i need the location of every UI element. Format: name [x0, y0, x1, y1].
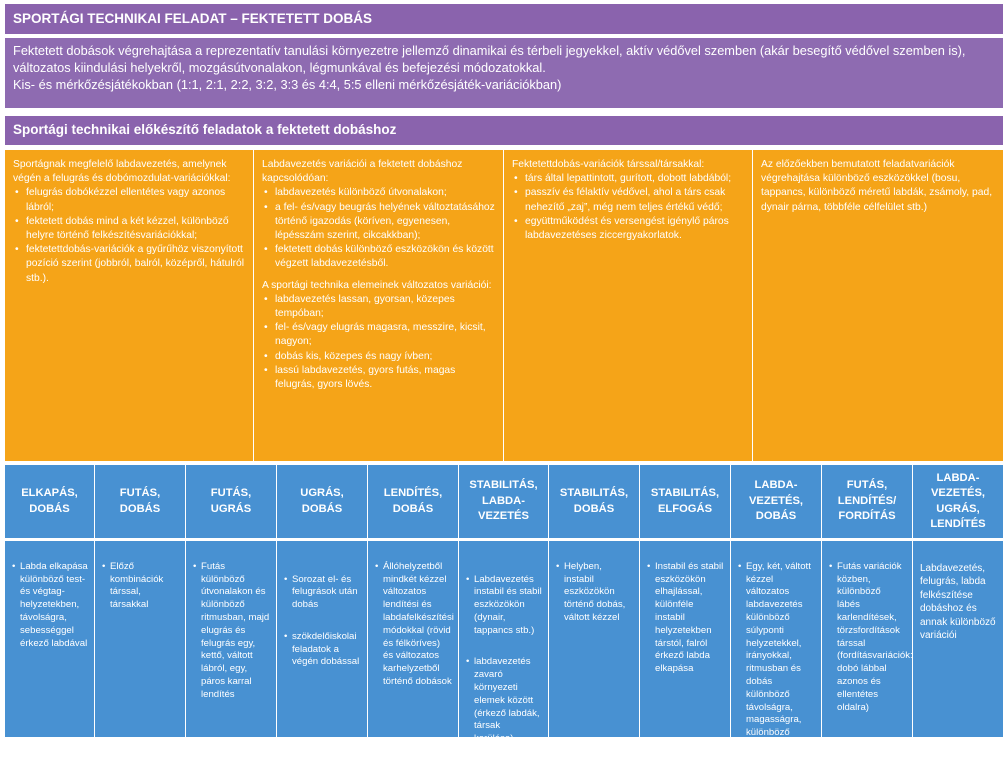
category-header-labdavezetes-ugras-lendites: LABDA- VEZETÉS, UGRÁS, LENDÍTÉS	[913, 465, 1003, 538]
detail-item: • Labdavezetés instabil és stabil eszközökön (dynair, tappancs stb.)	[466, 574, 542, 638]
category-header-ugras-dobas: UGRÁS, DOBÁS	[277, 465, 367, 538]
prep-column-2	[254, 150, 503, 461]
detail-item: • Futás variációk közben, különböző lábés karlendítések, törzsfordítások társsal (fordításvariációk: dobó lábbal azonos és ellentétes oldalra)	[829, 561, 906, 715]
prep-item: • labdavezetés különböző útvonalakon;	[262, 186, 495, 200]
category-detail	[459, 541, 548, 745]
prep-column-intro: Fektetettdobás-variációk társsal/társakkal:	[512, 159, 705, 170]
detail-item: • Egy, két, váltott kézzel változatos labdavezetés különböző súlyponti helyzetekkel, irányokkal, ritmusban és dobás különböző távolságra, magasságra, különböző célfelületekre	[738, 561, 815, 753]
prep-item: • fel- és/vagy elugrás magasra, messzire, kicsit, nagyon;	[262, 321, 495, 349]
prep-column-4	[753, 150, 1003, 461]
prep-column-3	[504, 150, 752, 461]
category-header-elkapas-dobas: ELKAPÁS, DOBÁS	[5, 465, 94, 538]
category-header-futas-lendites-forditas: FUTÁS, LENDÍTÉS/ FORDÍTÁS	[822, 465, 912, 538]
prep-column-1	[5, 150, 253, 461]
category-header-labdavezetes-dobas: LABDA- VEZETÉS, DOBÁS	[731, 465, 821, 538]
category-detail	[368, 541, 458, 737]
prep-item: • fektetett dobás különböző eszközökön és között végzett labdavezetésből.	[262, 243, 495, 271]
prep-item: • társ által lepattintott, gurított, dobott labdából;	[512, 172, 744, 186]
prep-column-intro: Sportágnak megfelelő labdavezetés, amelynek végén a felugrás és dobómozdulat-variációkkal:	[13, 159, 231, 185]
intro-line-2: Kis- és mérkőzésjátékokban (1:1, 2:1, 2:2, 3:2, 3:3 és 4:4, 5:5 elleni mérkőzésjáték-variációkban)	[13, 77, 562, 92]
detail-item: • Instabil és stabil eszközökön elhajlással, különféle instabil helyzetekben társtól, falról érkező labda elkapása	[647, 561, 724, 676]
prep-item: • felugrás dobókézzel ellentétes vagy azonos lábról;	[13, 186, 245, 214]
prep-item: • passzív és félaktív védővel, ahol a társ csak nehezítő „zaj”, még nem teljes értékű védő;	[512, 186, 744, 214]
prep-item: • fektetett dobás mind a két kézzel, különböző helyre történő felkészítésvariációkkal;	[13, 215, 245, 243]
detail-item: • labdavezetés zavaró környezeti elemek között (érkező labdák, társak kerülése)	[466, 656, 542, 746]
detail-item: • szökdelőiskolai feladatok a végén dobással	[284, 631, 361, 669]
prep-column-intro-2: A sportági technika elemeinek változatos variációi:	[262, 279, 492, 291]
category-header-futas-ugras: FUTÁS, UGRÁS	[186, 465, 276, 538]
category-detail	[186, 541, 276, 737]
category-detail	[731, 541, 821, 751]
category-header-futas-dobas: FUTÁS, DOBÁS	[95, 465, 185, 538]
detail-item: • Labda elkapása különböző test- és végtag-helyzetekben, távolságra, sebességgel érkező labdával	[12, 561, 88, 651]
category-detail	[277, 541, 367, 737]
detail-item: • Sorozat el- és felugrások után dobás	[284, 574, 361, 612]
prep-item: • a fel- és/vagy beugrás helyének változtatásához történő igazodás (köríven, egyenesen, lépésszám szerint, cikcakkban);	[262, 201, 495, 244]
category-header-stabilitas-labdavezetes: STABILITÁS, LABDA- VEZETÉS	[459, 465, 548, 538]
category-detail	[913, 541, 1003, 737]
category-detail	[5, 541, 94, 737]
prep-column-intro: Labdavezetés variációi a fektetett dobáshoz kapcsolódóan:	[262, 159, 463, 185]
prep-item: • labdavezetés lassan, gyorsan, közepes tempóban;	[262, 293, 495, 321]
category-header-stabilitas-dobas: STABILITÁS, DOBÁS	[549, 465, 639, 538]
category-detail	[549, 541, 639, 737]
category-detail	[822, 541, 912, 737]
intro-line-1: Fektetett dobások végrehajtása a reprezentatív tanulási környezetre jellemző dinamikai és térbeli jegyekkel, aktív védővel szemben (akár besegítő védővel szemben is), változatos kiindulási helyekről, mozgásútvonalakon, légmunkával és befejezési módozatokkal.	[13, 43, 966, 75]
category-header-stabilitas-elfogas: STABILITÁS, ELFOGÁS	[640, 465, 730, 538]
prep-item: • lassú labdavezetés, gyors futás, magas felugrás, gyors lövés.	[262, 364, 495, 392]
category-header-lendites-dobas: LENDÍTÉS, DOBÁS	[368, 465, 458, 538]
detail-item: Labdavezetés, felugrás, labda felkészítése dobáshoz és annak különböző variációi	[920, 562, 996, 641]
intro-text	[5, 38, 1003, 108]
category-detail	[640, 541, 730, 737]
category-detail	[95, 541, 185, 737]
prep-item: • fektetettdobás-variációk a gyűrűhöz viszonyított pozíció szerint (jobbról, balról, középről, hátulról stb.).	[13, 243, 245, 286]
prep-item: • együttműködést és versengést igénylő páros labdavezetéses ziccergyakorlatok.	[512, 215, 744, 243]
prep-item: • dobás kis, közepes és nagy ívben;	[262, 350, 495, 364]
detail-item: • Állóhelyzetből mindkét kézzel változatos lendítési és labdafelkészítési módokkal (rövid és félköríves) és változatos karhelyzetből történő dobások	[375, 561, 452, 689]
detail-item: • Futás különböző útvonalakon és különböző ritmusban, majd elugrás és felugrás egy, kettő, váltott lábról, egy, páros karral lendítés	[193, 561, 270, 702]
page-title: SPORTÁGI TECHNIKAI FELADAT – FEKTETETT DOBÁS	[5, 4, 1003, 34]
detail-item: • Helyben, instabil eszközökön történő dobás, váltott kézzel	[556, 561, 633, 625]
detail-item: • Előző kombinációk társsal, társakkal	[102, 561, 179, 612]
prep-column-intro: Az előzőekben bemutatott feladatvariációk végrehajtása különböző eszközökkel (bosu, tappancs, különböző méretű labdák, zsámoly, pad, dynair párna, többféle célfelület stb.)	[761, 159, 993, 213]
prep-section-title: Sportági technikai előkészítő feladatok a fektetett dobáshoz	[5, 116, 1003, 145]
